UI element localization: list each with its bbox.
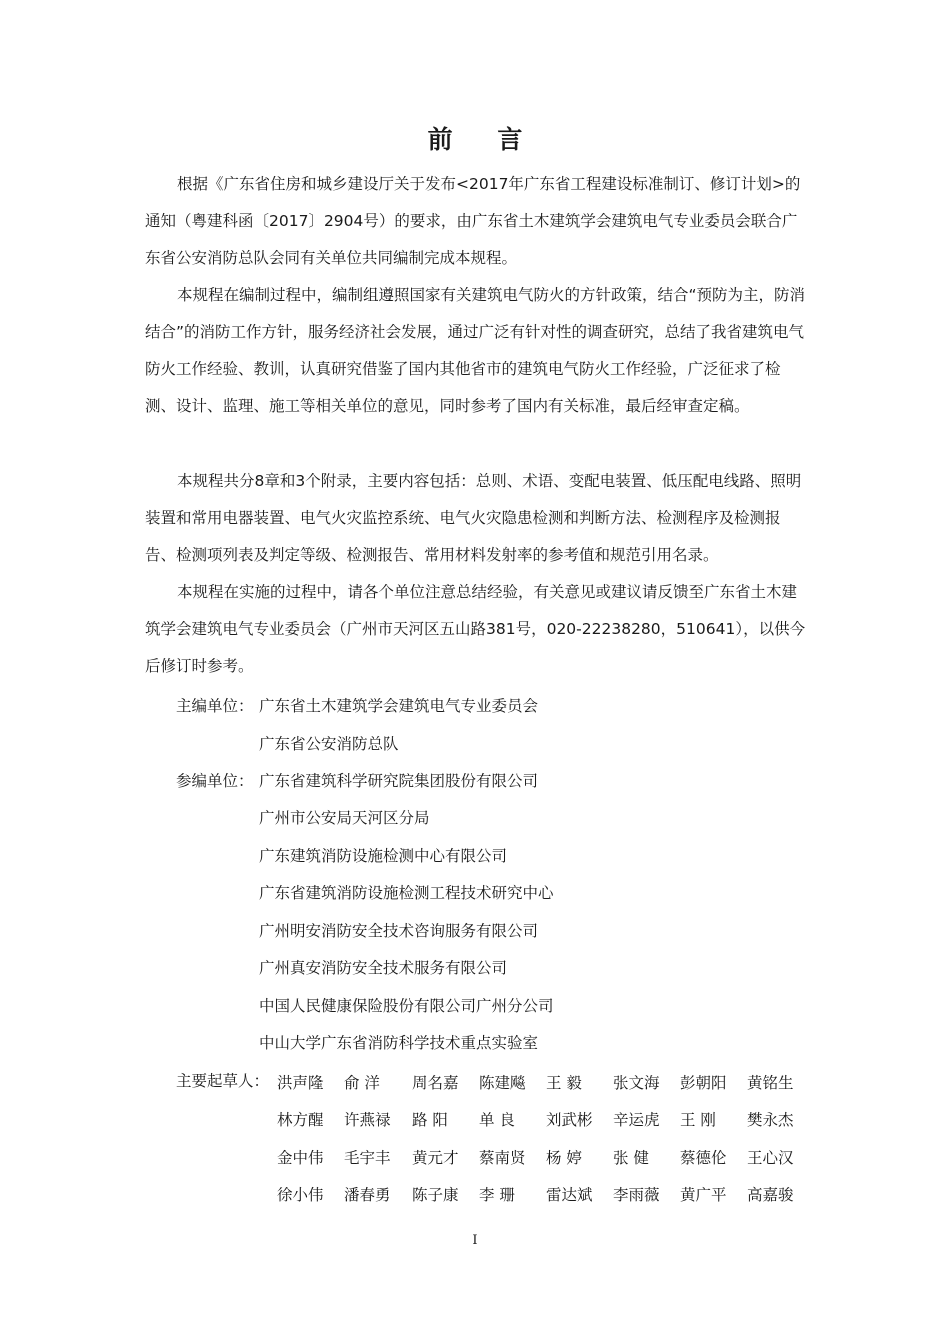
- drafter-name: 蔡南贤: [479, 1149, 526, 1167]
- participating-units-label: 参编单位：: [176, 772, 254, 790]
- intro-paragraph-3: [145, 463, 810, 574]
- drafter-name: 李 珊: [479, 1186, 515, 1204]
- drafter-name: 黄元才: [412, 1149, 459, 1167]
- drafter-name: 周名嘉: [412, 1074, 459, 1092]
- drafter-name: 蔡德伦: [680, 1149, 727, 1167]
- paragraph-text: 本规程在编制过程中，编制组遵照国家有关建筑电气防火的方针政策，结合“预防为主，防消结合”的消防工作方针，服务经济社会发展，通过广泛有针对性的调查研究，总结了我省建筑电气防火工作经验、教训，认真研究借鉴了国内其他省市的建筑电气防火工作经验，广泛征求了检测、设计、监理、施工等相关单位的意见，同时参考了国内有关标准，最后经审查定稿。: [145, 286, 806, 415]
- chief-unit: 广东省公安消防总队: [259, 735, 399, 753]
- drafter-name: 王心汉: [747, 1149, 794, 1167]
- drafter-name: 潘春勇: [344, 1186, 391, 1204]
- paragraph-text: 根据《广东省住房和城乡建设厅关于发布<2017年广东省工程建设标准制订、修订计划>的通知（粤建科函〔2017〕2904号）的要求，由广东省土木建筑学会建筑电气专业委员会联合广东省公安消防总队会同有关单位共同编制完成本规程。: [145, 175, 801, 267]
- drafter-name: 黄铭生: [747, 1074, 794, 1092]
- drafter-name: 刘武彬: [546, 1111, 593, 1129]
- drafter-name: 李雨薇: [613, 1186, 660, 1204]
- intro-paragraph-1: [145, 166, 810, 277]
- drafter-name: 高嘉骏: [747, 1186, 794, 1204]
- paragraph-text: 本规程共分8章和3个附录，主要内容包括：总则、术语、变配电装置、低压配电线路、照明装置和常用电器装置、电气火灾监控系统、电气火灾隐患检测和判断方法、检测程序及检测报告、检测项列表及判定等级、检测报告、常用材料发射率的参考值和规范引用名录。: [145, 472, 802, 564]
- paragraph-text: 本规程在实施的过程中，请各个单位注意总结经验，有关意见或建议请反馈至广东省土木建筑学会建筑电气专业委员会（广州市天河区五山路381号，020-22238280，510641），以供今后修订时参考。: [145, 583, 806, 675]
- participating-unit: 广州真安消防安全技术服务有限公司: [259, 959, 508, 977]
- drafter-name: 许燕禄: [344, 1111, 391, 1129]
- drafter-name: 路 阳: [412, 1111, 448, 1129]
- drafter-name: 张 健: [613, 1149, 649, 1167]
- drafter-name: 黄广平: [680, 1186, 727, 1204]
- drafter-name: 辛运虎: [613, 1111, 660, 1129]
- drafter-name: 张文海: [613, 1074, 660, 1092]
- drafter-name: 金中伟: [277, 1149, 324, 1167]
- participating-unit: 广州市公安局天河区分局: [259, 809, 430, 827]
- drafters-label: 主要起草人：: [176, 1072, 270, 1090]
- intro-paragraph-4: [145, 574, 810, 685]
- participating-unit: 广东建筑消防设施检测中心有限公司: [259, 847, 508, 865]
- participating-unit: 广东省建筑科学研究院集团股份有限公司: [259, 772, 539, 790]
- drafter-name: 林方醒: [277, 1111, 324, 1129]
- chief-units-label: 主编单位：: [176, 697, 254, 715]
- drafter-name: 樊永杰: [747, 1111, 794, 1129]
- drafter-name: 陈建飚: [479, 1074, 526, 1092]
- drafter-name: 王 刚: [680, 1111, 716, 1129]
- participating-unit: 中山大学广东省消防科学技术重点实验室: [259, 1034, 539, 1052]
- participating-unit: 广东省建筑消防设施检测工程技术研究中心: [259, 884, 554, 902]
- drafter-name: 徐小伟: [277, 1186, 324, 1204]
- participating-unit: 广州明安消防安全技术咨询服务有限公司: [259, 922, 539, 940]
- drafter-name: 陈子康: [412, 1186, 459, 1204]
- drafter-name: 毛宇丰: [344, 1149, 391, 1167]
- drafter-name: 俞 洋: [344, 1074, 380, 1092]
- participating-unit: 中国人民健康保险股份有限公司广州分公司: [259, 997, 554, 1015]
- chief-unit: 广东省土木建筑学会建筑电气专业委员会: [259, 697, 539, 715]
- page-title: 前 言: [427, 125, 541, 154]
- intro-paragraph-2: [145, 277, 810, 425]
- drafter-name: 彭朝阳: [680, 1074, 727, 1092]
- drafter-name: 雷达斌: [546, 1186, 593, 1204]
- drafter-name: 单 良: [479, 1111, 515, 1129]
- drafter-name: 杨 婷: [546, 1149, 582, 1167]
- page-number: I: [472, 1233, 478, 1248]
- drafter-name: 洪声隆: [277, 1074, 324, 1092]
- drafter-name: 王 毅: [546, 1074, 582, 1092]
